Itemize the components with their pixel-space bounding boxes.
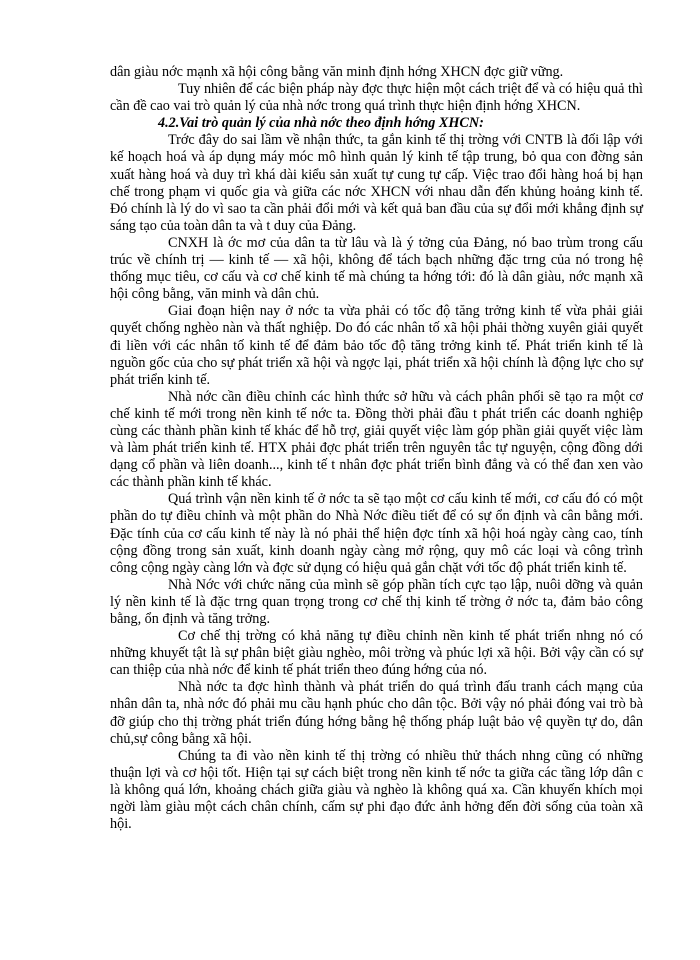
paragraph: dân giàu nớc mạnh xã hội công bằng văn minh định hớng XHCN đợc giữ vững. — [110, 64, 564, 80]
paragraph: Nhà nớc cần điều chỉnh các hình thức sở hữu và cách phân phối sẽ tạo ra một cơ chế kinh tế mới trong nền kinh tế nớc ta. Đồng thời phải đầu t phát triển các doanh nghiệp cùng các thành phần kinh tế khác để hỗ trợ, giải quyết việc làm góp phần giải quyết việc làm và làm phát triển kinh tế. HTX phải đợc phát triển trên nguyên tắc tự nguyện, cộng đồng dới dạng cổ phần và liên doanh..., kinh tế t nhân đợc phát triển bình đẳng và có thể đan xen vào các thành phần kinh tế khác. — [110, 388, 643, 491]
document-body — [110, 64, 643, 833]
paragraph: Nhà nớc ta đợc hình thành và phát triển do quá trình đấu tranh cách mạng của nhân dân ta, nhà nớc đó phải mu cầu hạnh phúc cho dân tộc. Bởi vậy nó phải đóng vai trò bà đỡ giúp cho thị trờng phát triển đúng hớng bằng hệ thống pháp luật bảo vệ quyền tự do, dân chủ,sự công bằng xã hội. — [110, 679, 643, 747]
paragraph: Cơ chế thị trờng có khả năng tự điều chỉnh nền kinh tế phát triển nhng nó có những khuyết tật là sự phân biệt giàu nghèo, môi trờng và phúc lợi xã hội. Bởi vậy cần có sự can thiệp của nhà nớc để kinh tế phát triển theo đúng hớng của nó. — [110, 628, 643, 679]
paragraph: Nhà Nớc với chức năng của mình sẽ góp phần tích cực tạo lập, nuôi dỡng và quản lý nền kinh tế là đặc trng quan trọng trong cơ chế thị kinh tế trờng ở nớc ta, đảm bảo công bằng, ổn định và tăng trởng. — [110, 576, 643, 627]
paragraph: Quá trình vận nền kinh tế ở nớc ta sẽ tạo một cơ cấu kinh tế mới, cơ cấu đó có một phần do tự điều chỉnh và một phần do Nhà Nớc điều tiết để có sự ổn định và cân bằng mới. Đặc tính của cơ cấu kinh tế này là nó phải thể hiện đợc tính xã hội hoá ngày càng cao, tính cộng đồng trong sản xuất, kinh doanh ngày càng mở rộng, quy mô các loại và công trình công cộng ngày càng lớn và đợc sử dụng có hiệu quả gắn chặt với tốc độ phát triển kinh tế. — [110, 491, 643, 576]
paragraph: Tuy nhiên để các biện pháp này đợc thực hiện một cách triệt để và có hiệu quả thì cần đề cao vai trò quản lý của nhà nớc trong quá trình thực hiện định hớng XHCN. — [110, 81, 643, 115]
paragraph: Chúng ta đi vào nền kinh tế thị trờng có nhiều thử thách nhng cũng có những thuận lợi và cơ hội tốt. Hiện tại sự cách biệt trong nền kinh tế nớc ta giữa các tầng lớp dân c là không quá lớn, khoảng chách giữa giàu và nghèo là không quá xa. Cần khuyến khích mọi ngời làm giàu một cách chân chính, cấm sự phi đạo đức ảnh hởng đến đời sống của toàn xã hội. — [110, 747, 643, 833]
paragraph: CNXH là ớc mơ của dân ta từ lâu và là ý tởng của Đảng, nó bao trùm trong cấu trúc về chính trị — kinh tế — xã hội, không để tách bạch những đặc trng của nó trong hệ thống mục tiêu, cơ cấu và cơ chế kinh tế mà chúng ta hớng tới: đó là dân giàu, nớc mạnh xã hội công bằng, văn minh và dân chủ. — [110, 234, 643, 303]
section-heading: 4.2.Vai trò quản lý của nhà nớc theo định hớng XHCN: — [158, 115, 484, 132]
paragraph: Giai đoạn hiện nay ở nớc ta vừa phải có tốc độ tăng trởng kinh tế vừa phải giải quyết chống nghèo nàn và thất nghiệp. Do đó các nhân tố xã hội phải thờng xuyên giải quyết đi liền với các nhân tố kinh tế để đảm bảo tốc độ tăng trởng kinh tế. Phát triển kinh tế là nguồn gốc của cho sự phát triển xã hội và ngợc lại, phát triển xã hội chính là động lực cho sự phát triển kinh tế. — [110, 303, 643, 388]
paragraph: Trớc đây do sai lầm về nhận thức, ta gắn kinh tế thị trờng với CNTB là đối lập với kế hoạch hoá và áp dụng máy móc mô hình quản lý kinh tế tập trung, bỏ qua con đờng sản xuất hàng hoá và duy trì khá dài kiểu sản xuất tự cung tự cấp. Việc trao đổi hàng hoá bị hạn chế trong phạm vi quốc gia và giữa các nớc XHCN với nhau dẫn đến khủng hoảng kinh tế. Đó chính là lý do vì sao ta cần phải đổi mới và kết quả ban đầu của sự đổi mới khẳng định sự sáng tạo của toàn dân ta và t duy của Đảng. — [110, 132, 643, 234]
